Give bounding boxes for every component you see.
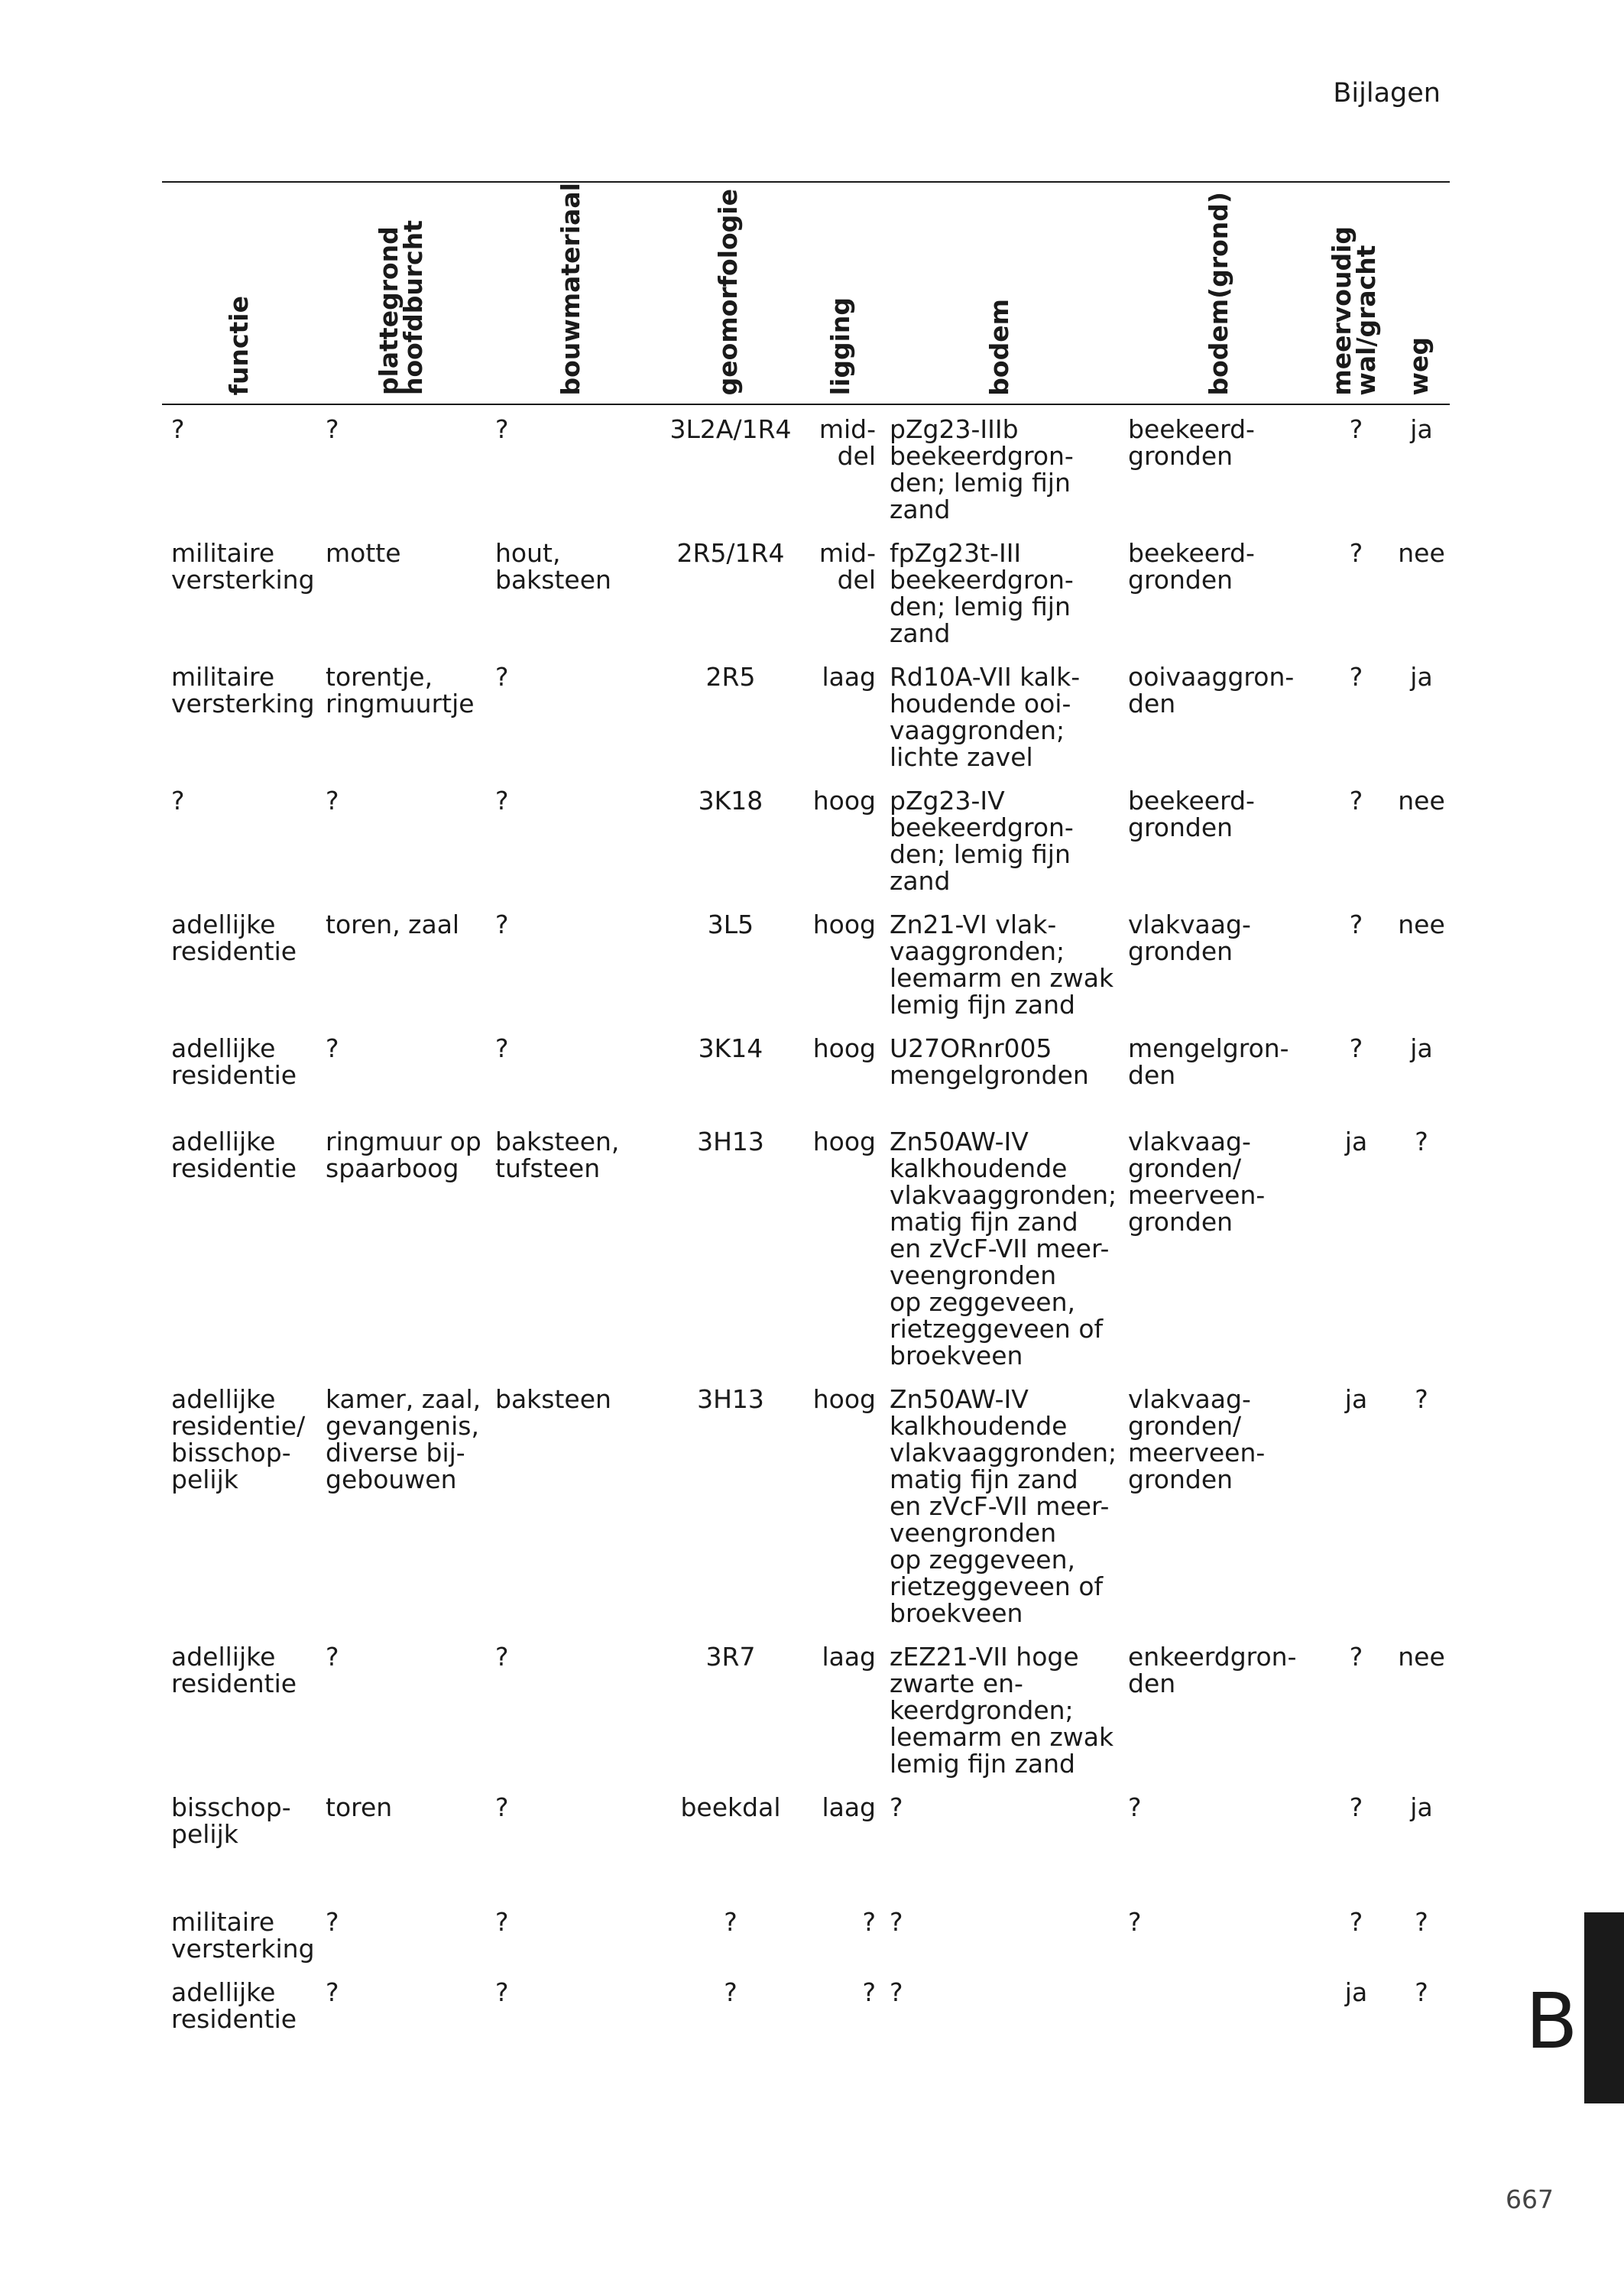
cell-bouwmateriaal: ?: [495, 909, 509, 939]
cell-weg: ja: [1410, 414, 1433, 444]
running-head: Bijlagen: [1333, 78, 1441, 109]
cell-bouwmateriaal: ?: [495, 785, 509, 816]
cell-geomorfologie: 3L2A/1R4: [669, 414, 792, 444]
cell-geomorfologie: 3L5: [707, 909, 754, 939]
cell-meervoudig-wal-gracht: ja: [1344, 1126, 1368, 1156]
cell-functie: bisschop- pelijk: [171, 1792, 291, 1849]
cell-meervoudig-wal-gracht: ?: [1349, 1641, 1363, 1672]
cell-plattegrond: ?: [326, 785, 339, 816]
cell-geomorfologie: beekdal: [680, 1792, 781, 1822]
table-row: [162, 653, 1450, 777]
cell-bodem: ?: [890, 1792, 903, 1822]
cell-bouwmateriaal: ?: [495, 1977, 509, 2007]
table-row: [162, 1095, 1450, 1375]
cell-bodem-grond: enkeerdgron- den: [1128, 1641, 1297, 1698]
cell-bodem-grond: ooivaaggron- den: [1128, 661, 1295, 718]
cell-functie: adellijke residentie/ bisschop- pelijk: [171, 1383, 306, 1494]
cell-ligging: mid- del: [818, 414, 876, 471]
cell-functie: adellijke residentie: [171, 1033, 297, 1090]
cell-functie: adellijke residentie: [171, 1641, 297, 1698]
cell-bouwmateriaal: baksteen, tufsteen: [495, 1126, 620, 1183]
table-row: [162, 1783, 1450, 1854]
cell-meervoudig-wal-gracht: ?: [1349, 537, 1363, 568]
cell-weg: nee: [1398, 1641, 1445, 1672]
cell-weg: nee: [1398, 785, 1445, 816]
cell-bodem: zEZ21-VII hoge zwarte en- keerdgronden; leemarm en zwak lemig fijn zand: [890, 1641, 1114, 1779]
cell-meervoudig-wal-gracht: ?: [1349, 1906, 1363, 1937]
cell-weg: nee: [1398, 909, 1445, 939]
cell-weg: ?: [1415, 1977, 1428, 2007]
cell-plattegrond: toren, zaal: [326, 909, 460, 939]
cell-functie: ?: [171, 414, 185, 444]
cell-plattegrond: ?: [326, 1977, 339, 2007]
cell-meervoudig-wal-gracht: ?: [1349, 1033, 1363, 1063]
cell-plattegrond: ?: [326, 1906, 339, 1937]
column-header-ligging: ligging: [825, 297, 855, 396]
cell-geomorfologie: 3R7: [705, 1641, 756, 1672]
cell-bodem-grond: vlakvaag- gronden: [1128, 909, 1251, 966]
cell-bodem-grond: ?: [1128, 1906, 1142, 1937]
cell-weg: ja: [1410, 1792, 1433, 1822]
column-header-bodem: bodem: [984, 298, 1014, 396]
table-row: [162, 1024, 1450, 1095]
cell-bodem: pZg23-IIIb beekeerdgron- den; lemig fijn zand: [890, 414, 1074, 524]
cell-weg: ?: [1415, 1383, 1428, 1414]
cell-geomorfologie: ?: [724, 1977, 737, 2007]
table-row: [162, 1854, 1450, 1968]
cell-bodem: U27ORnr005 mengelgronden: [890, 1033, 1089, 1090]
column-header-geomorfologie: geomorfologie: [713, 189, 743, 396]
cell-geomorfologie: 3H13: [697, 1126, 764, 1156]
cell-weg: nee: [1398, 537, 1445, 568]
table-row: [162, 1968, 1450, 2038]
cell-bodem-grond: mengelgron- den: [1128, 1033, 1289, 1090]
cell-functie: militaire versterking: [171, 1906, 315, 1964]
table-row: [162, 404, 1450, 529]
column-header-plattegrond: plattegrond hoofdburcht: [374, 220, 428, 396]
cell-ligging: ?: [862, 1977, 876, 2007]
cell-bodem-grond: beekeerd- gronden: [1128, 537, 1255, 595]
cell-weg: ?: [1415, 1906, 1428, 1937]
cell-weg: ja: [1410, 1033, 1433, 1063]
cell-ligging: hoog: [812, 1383, 876, 1414]
cell-bodem-grond: ?: [1128, 1792, 1142, 1822]
column-header-meervoudig-wal-gracht: meervoudig wal/gracht: [1326, 225, 1381, 396]
cell-bodem: Zn50AW-IV kalkhoudende vlakvaaggronden; matig fijn zand en zVcF-VII meer- veengronden op zeggeveen, rietzeggeveen of broekveen: [890, 1126, 1117, 1370]
cell-bouwmateriaal: baksteen: [495, 1383, 611, 1414]
cell-plattegrond: torentje, ringmuurtje: [326, 661, 475, 718]
cell-meervoudig-wal-gracht: ?: [1349, 909, 1363, 939]
cell-ligging: hoog: [812, 1033, 876, 1063]
cell-ligging: laag: [822, 661, 876, 692]
cell-weg: ?: [1415, 1126, 1428, 1156]
cell-bouwmateriaal: ?: [495, 661, 509, 692]
cell-bouwmateriaal: hout, baksteen: [495, 537, 611, 595]
cell-functie: militaire versterking: [171, 537, 315, 595]
cell-bodem: Rd10A-VII kalk- houdende ooi- vaaggronden; lichte zavel: [890, 661, 1081, 772]
cell-plattegrond: ?: [326, 414, 339, 444]
cell-meervoudig-wal-gracht: ja: [1344, 1977, 1368, 2007]
cell-plattegrond: toren: [326, 1792, 393, 1822]
cell-plattegrond: kamer, zaal, gevangenis, diverse bij- gebouwen: [326, 1383, 481, 1494]
cell-bouwmateriaal: ?: [495, 1792, 509, 1822]
cell-ligging: mid- del: [818, 537, 876, 595]
cell-geomorfologie: 3H13: [697, 1383, 764, 1414]
column-header-bouwmateriaal: bouwmateriaal: [556, 183, 585, 396]
cell-bodem-grond: beekeerd- gronden: [1128, 414, 1255, 471]
column-header-weg: weg: [1404, 337, 1434, 396]
cell-bodem-grond: vlakvaag- gronden/ meerveen- gronden: [1128, 1383, 1266, 1494]
cell-ligging: laag: [822, 1792, 876, 1822]
cell-functie: militaire versterking: [171, 661, 315, 718]
cell-ligging: ?: [862, 1906, 876, 1937]
cell-functie: ?: [171, 785, 185, 816]
cell-bodem-grond: vlakvaag- gronden/ meerveen- gronden: [1128, 1126, 1266, 1237]
cell-meervoudig-wal-gracht: ?: [1349, 414, 1363, 444]
cell-plattegrond: ?: [326, 1641, 339, 1672]
cell-weg: ja: [1410, 661, 1433, 692]
cell-bodem: pZg23-IV beekeerdgron- den; lemig fijn zand: [890, 785, 1074, 896]
cell-bouwmateriaal: ?: [495, 1641, 509, 1672]
table-row: [162, 777, 1450, 900]
cell-functie: adellijke residentie: [171, 1977, 297, 2034]
cell-plattegrond: ringmuur op spaarboog: [326, 1126, 481, 1183]
cell-geomorfologie: ?: [724, 1906, 737, 1937]
appendix-letter: B: [1525, 1977, 1578, 2066]
cell-geomorfologie: 3K14: [698, 1033, 763, 1063]
table-body: [162, 404, 1450, 2038]
cell-ligging: hoog: [812, 909, 876, 939]
header-row: [162, 182, 1450, 404]
appendix-tab-marker: [1584, 1912, 1624, 2103]
cell-bodem: Zn50AW-IV kalkhoudende vlakvaaggronden; matig fijn zand en zVcF-VII meer- veengronden op zeggeveen, rietzeggeveen of broekveen: [890, 1383, 1117, 1628]
column-header-bodem-grond: bodem(grond): [1204, 192, 1233, 396]
cell-plattegrond: ?: [326, 1033, 339, 1063]
table-row: [162, 529, 1450, 653]
cell-bouwmateriaal: ?: [495, 1906, 509, 1937]
cell-ligging: hoog: [812, 1126, 876, 1156]
cell-functie: adellijke residentie: [171, 909, 297, 966]
cell-bodem: fpZg23t-III beekeerdgron- den; lemig fijn zand: [890, 537, 1074, 648]
cell-plattegrond: motte: [326, 537, 401, 568]
page-number: 667: [1506, 2184, 1554, 2214]
cell-ligging: laag: [822, 1641, 876, 1672]
cell-meervoudig-wal-gracht: ja: [1344, 1383, 1368, 1414]
column-header-functie: functie: [224, 296, 254, 396]
cell-bodem: Zn21-VI vlak- vaaggronden; leemarm en zwak lemig fijn zand: [890, 909, 1114, 1020]
data-table: [162, 181, 1450, 2038]
cell-bodem: ?: [890, 1906, 903, 1937]
cell-geomorfologie: 3K18: [698, 785, 763, 816]
cell-bouwmateriaal: ?: [495, 414, 509, 444]
cell-bouwmateriaal: ?: [495, 1033, 509, 1063]
table-row: [162, 900, 1450, 1024]
cell-meervoudig-wal-gracht: ?: [1349, 661, 1363, 692]
cell-ligging: hoog: [812, 785, 876, 816]
cell-meervoudig-wal-gracht: ?: [1349, 1792, 1363, 1822]
cell-bodem-grond: beekeerd- gronden: [1128, 785, 1255, 842]
cell-geomorfologie: 2R5/1R4: [676, 537, 785, 568]
cell-functie: adellijke residentie: [171, 1126, 297, 1183]
cell-bodem-grond: [1119, 1968, 1319, 2038]
table-row: [162, 1375, 1450, 1633]
cell-geomorfologie: 2R5: [705, 661, 756, 692]
cell-meervoudig-wal-gracht: ?: [1349, 785, 1363, 816]
cell-bodem: ?: [890, 1977, 903, 2007]
table-row: [162, 1633, 1450, 1783]
